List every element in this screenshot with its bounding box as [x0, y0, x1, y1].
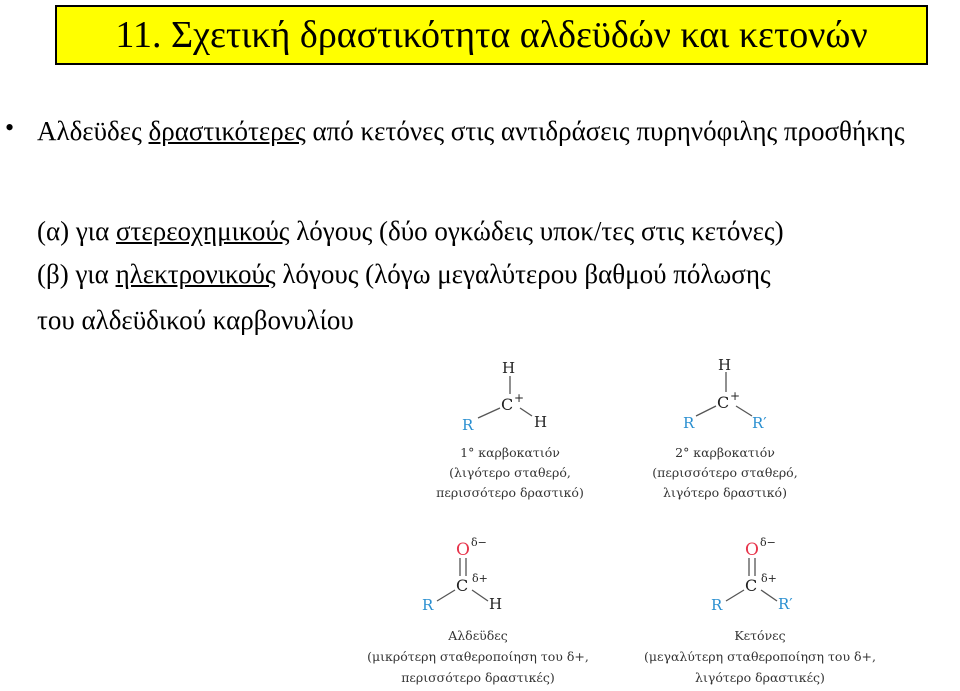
reason-b-underlined: ηλεκτρονικούς [115, 259, 276, 289]
reason-b-prefix: (β) για [37, 259, 116, 289]
substituent-r-prime: R′ [752, 414, 767, 432]
bond-c-r-prime [761, 590, 777, 601]
charge-plus: + [514, 391, 525, 405]
bond-c-h [472, 590, 488, 601]
caption-line-3: περισσότερο δραστικές) [401, 670, 555, 685]
atom-c: C [501, 395, 514, 414]
substituent-r-prime: R′ [778, 595, 793, 613]
primary-carbocation [436, 359, 584, 500]
reason-a-prefix: (α) για [37, 216, 116, 246]
caption-line-2: (λιγότερο σταθερό, [449, 465, 571, 480]
bond-c-r [478, 408, 500, 418]
reason-b-suffix: λόγους (λόγω μεγαλύτερου βαθμού πόλωσης [275, 259, 771, 289]
caption-line-1: Αλδεϋδες [448, 628, 508, 643]
atom-h: H [489, 595, 503, 613]
atom-c: C [456, 576, 469, 595]
caption-line-2: (μεγαλύτερη σταθεροποίηση του δ+, [644, 649, 876, 664]
bond-c-r-prime [736, 406, 752, 416]
bullet-underlined: δραστικότερες [148, 116, 306, 146]
bullet-dot-icon: • [5, 113, 15, 142]
aldehyde-structure [367, 536, 589, 685]
bond-c-r [696, 406, 716, 416]
charge-plus: + [730, 389, 741, 403]
atom-oxygen: O [456, 540, 470, 560]
substituent-r: R [462, 416, 474, 434]
charge-delta-minus: δ− [471, 536, 487, 549]
bullet-part2: από κετόνες στις αντιδράσεις πυρηνόφιλης προσθήκης [305, 116, 905, 146]
caption-line-3: λιγότερο δραστικές) [695, 670, 825, 685]
charge-delta-plus: δ+ [472, 572, 488, 585]
bond-c-h-right [520, 408, 532, 416]
caption-line-1: Κετόνες [734, 628, 786, 643]
secondary-carbocation [652, 356, 797, 500]
bond-c-r [437, 590, 455, 601]
caption-line-2: (περισσότερο σταθερό, [652, 465, 798, 480]
atom-oxygen: O [745, 540, 759, 560]
atom-c: C [717, 393, 730, 412]
substituent-r: R [422, 596, 434, 614]
caption-line-1: 2° καρβοκατιόν [675, 445, 775, 460]
atom-h-right: H [534, 413, 548, 431]
caption-line-2: (μικρότερη σταθεροποίηση του δ+, [367, 649, 589, 664]
caption-line-3: περισσότερο δραστικό) [436, 485, 584, 500]
reason-a-underlined: στερεοχημικούς [115, 216, 290, 246]
atom-h-top: H [718, 356, 732, 374]
charge-delta-minus: δ− [760, 536, 776, 549]
page-title: 11. Σχετική δραστικότητα αλδεϋδών και κετονών [115, 14, 868, 56]
caption-line-1: 1° καρβοκατιόν [460, 445, 560, 460]
caption-line-3: λιγότερο δραστικό) [663, 485, 787, 500]
substituent-r: R [683, 414, 695, 432]
atom-c: C [745, 576, 758, 595]
substituent-r: R [711, 596, 723, 614]
ketone-structure [644, 536, 876, 685]
bullet-part1: Αλδεϋδες [37, 116, 149, 146]
reason-b-continuation: του αλδεϋδικού καρβονυλίου [37, 305, 354, 335]
reason-a-suffix: λόγους (δύο ογκώδεις υποκ/τες στις κετόνες) [289, 216, 784, 246]
atom-h-top: H [502, 359, 516, 377]
bond-c-r [726, 590, 744, 601]
charge-delta-plus: δ+ [761, 572, 777, 585]
